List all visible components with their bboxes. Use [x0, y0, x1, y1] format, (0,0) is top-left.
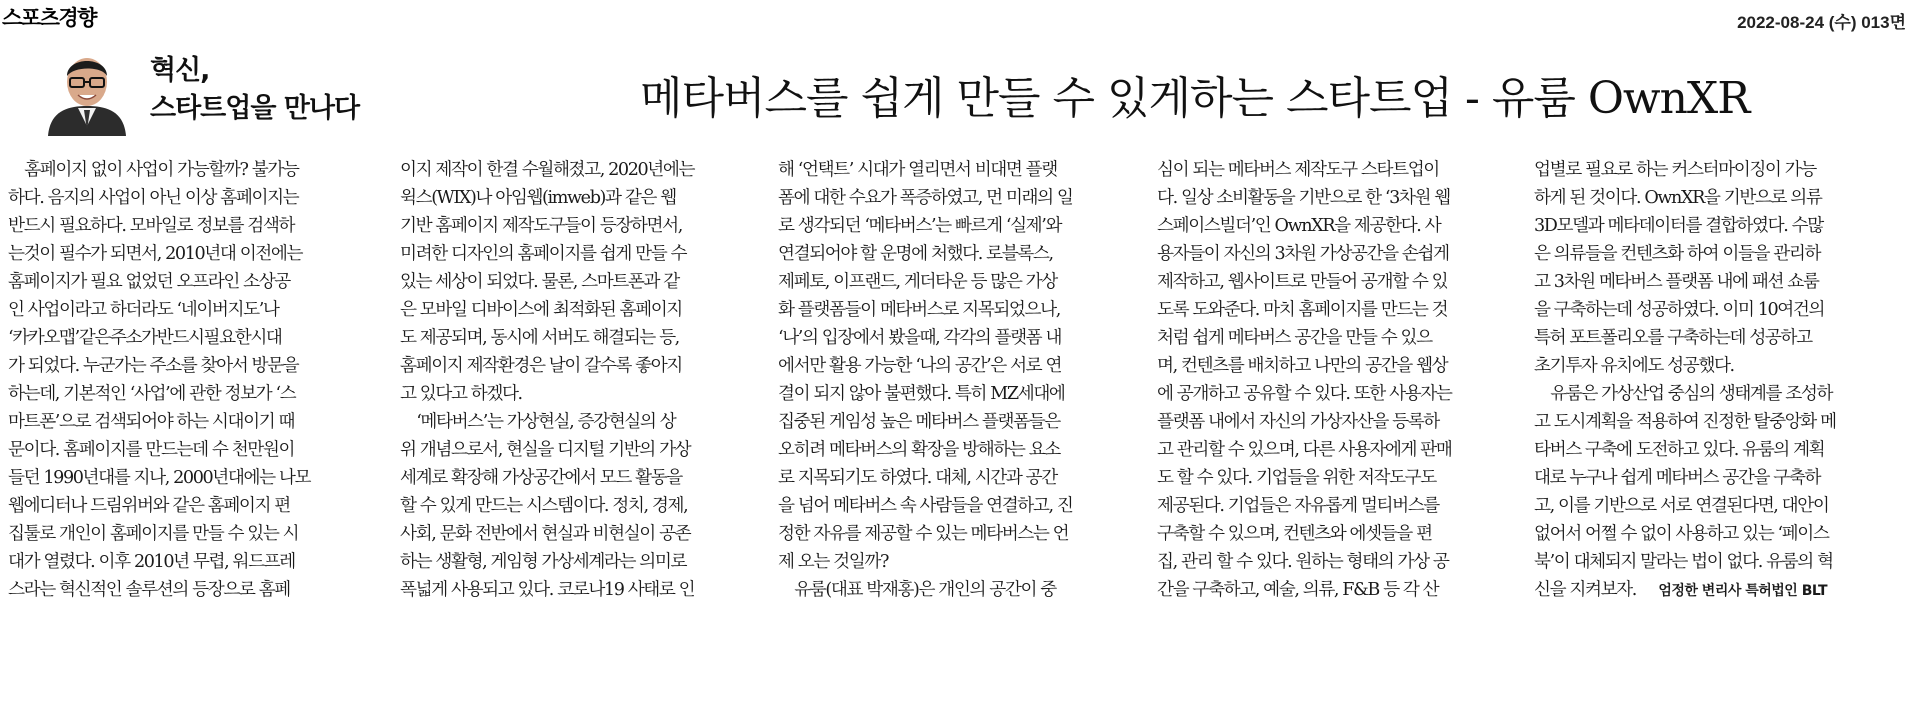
text-line: 홈페이지 제작환경은 날이 갈수록 좋아지 — [400, 356, 682, 376]
text-line: 할 수 있게 만드는 시스템이다. 정치, 경제, — [400, 496, 688, 516]
text-line: 대로 누구나 쉽게 메타버스 공간을 구축하 — [1534, 468, 1821, 488]
dateline: 2022-08-24 (수) 013면 — [1737, 13, 1906, 32]
text-line: 폭넓게 사용되고 있다. 코로나19 사태로 인 — [400, 580, 695, 600]
text-line: 초기투자 유치에도 성공했다. — [1534, 356, 1734, 376]
text-line: 인 사업이라고 하더라도 ‘네이버지도’나 — [8, 300, 279, 320]
text-line: 정한 자유를 제공할 수 있는 메타버스는 언 — [778, 524, 1069, 544]
text-line: 처럼 쉽게 메타버스 공간을 만들 수 있으 — [1157, 328, 1432, 348]
text-line: 고, 이를 기반으로 서로 연결된다면, 대안이 — [1534, 496, 1829, 516]
text-line: 이지 제작이 한결 수월해졌고, 2020년에는 — [400, 160, 695, 180]
text-line: 플랫폼 내에서 자신의 가상자산을 등록하 — [1157, 412, 1439, 432]
text-line: 고 관리할 수 있으며, 다른 사용자에게 판매 — [1157, 440, 1452, 460]
text-line: 북’이 대체되지 말라는 법이 없다. 유룸의 혁 — [1534, 552, 1833, 572]
text-line: 며, 컨텐츠를 배치하고 나만의 공간을 웹상 — [1157, 356, 1448, 376]
text-line: 하게 된 것이다. OwnXR을 기반으로 의류 — [1534, 188, 1822, 208]
text-line: 을 넘어 메타버스 속 사람들을 연결하고, 진 — [778, 496, 1073, 516]
text-line: 없어서 어쩔 수 없이 사용하고 있는 ‘페이스 — [1534, 524, 1829, 544]
text-line: 에 공개하고 공유할 수 있다. 또한 사용자는 — [1157, 384, 1452, 404]
text-line: 다. 일상 소비활동을 기반으로 한 ‘3차원 웹 — [1157, 188, 1450, 208]
text-line: 위 개념으로서, 현실을 디지털 기반의 가상 — [400, 440, 691, 460]
text-line: ‘메타버스’는 가상현실, 증강현실의 상 — [400, 412, 676, 432]
text-line: 집중된 게임성 높은 메타버스 플랫폼들은 — [778, 412, 1060, 432]
text-line: 오히려 메타버스의 확장을 방해하는 요소 — [778, 440, 1060, 460]
text-line: 화 플랫폼들이 메타버스로 지목되었으나, — [778, 300, 1060, 320]
text-line: 로 지목되기도 하였다. 대체, 시간과 공간 — [778, 468, 1057, 488]
text-line: 업별로 필요로 하는 커스터마이징이 가능 — [1534, 160, 1816, 180]
text-line: 있는 세상이 되었다. 물론, 스마트폰과 같 — [400, 272, 679, 292]
text-line: 스라는 혁신적인 솔루션의 등장으로 홈페 — [8, 580, 290, 600]
masthead: 스포츠경향 — [2, 6, 96, 30]
author-byline: 엄정한 변리사 특허법인 BLT — [1653, 583, 1828, 599]
text-line: 대가 열렸다. 이후 2010년 무렵, 워드프레 — [8, 552, 295, 572]
text-line: 미려한 디자인의 홈페이지를 쉽게 만들 수 — [400, 244, 687, 264]
text-line: 용자들이 자신의 3차원 가상공간을 손쉽게 — [1157, 244, 1449, 264]
text-line: 세계로 확장해 가상공간에서 모드 활동을 — [400, 468, 682, 488]
text-line: ‘카카오맵’같은주소가반드시필요한시대 — [8, 328, 282, 348]
column-2 — [400, 156, 760, 701]
text-line: 고 있다고 하겠다. — [400, 384, 522, 404]
text-line: 타버스 구축에 도전하고 있다. 유룸의 계획 — [1534, 440, 1825, 460]
text-line: 마트폰’으로 검색되어야 하는 시대이기 때 — [8, 412, 295, 432]
text-line: 집, 관리 할 수 있다. 원하는 형태의 가상 공 — [1157, 552, 1449, 572]
column-3 — [778, 156, 1138, 701]
text-line: 반드시 필요하다. 모바일로 정보를 검색하 — [8, 216, 295, 236]
text-line: 3D모델과 메타데이터를 결합하였다. 수많 — [1534, 216, 1823, 236]
text-line: 홈페이지가 필요 없었던 오프라인 소상공 — [8, 272, 290, 292]
text-line: 제작하고, 웹사이트로 만들어 공개할 수 있 — [1157, 272, 1448, 292]
text-line: 문이다. 홈페이지를 만드는데 수 천만원이 — [8, 440, 295, 460]
text-line: 을 구축하는데 성공하였다. 이미 10여건의 — [1534, 300, 1825, 320]
column-5 — [1534, 156, 1894, 701]
text-line: 심이 되는 메타버스 제작도구 스타트업이 — [1157, 160, 1439, 180]
text-line: 스페이스빌더’인 OwnXR을 제공한다. 사 — [1157, 216, 1441, 236]
text-line: 고 도시계획을 적용하여 진정한 탈중앙화 메 — [1534, 412, 1836, 432]
text-line: 로 생각되던 ‘메타버스’는 빠르게 ‘실제’와 — [778, 216, 1062, 236]
text-line: ‘나’의 입장에서 봤을때, 각각의 플랫폼 내 — [778, 328, 1062, 348]
text-line: 신을 지켜보자. 엄정한 변리사 특허법인 BLT — [1534, 580, 1828, 600]
column-4 — [1157, 156, 1517, 701]
text-line: 제페토, 이프랜드, 게더타운 등 많은 가상 — [778, 272, 1057, 292]
series-title — [150, 52, 359, 128]
text-line: 유룸(대표 박재홍)은 개인의 공간이 중 — [778, 580, 1056, 600]
text-line: 하는 생활형, 게임형 가상세계라는 의미로 — [400, 552, 687, 572]
text-line: 에서만 활용 가능한 ‘나의 공간’은 서로 연 — [778, 356, 1062, 376]
text-line: 제공된다. 기업들은 자유롭게 멀티버스를 — [1157, 496, 1439, 516]
text-line: 도록 도와준다. 마치 홈페이지를 만드는 것 — [1157, 300, 1448, 320]
text-line: 기반 홈페이지 제작도구들이 등장하면서, — [400, 216, 682, 236]
article-headline: 메타버스를 쉽게 만들 수 있게하는 스타트업 - 유룸 OwnXR — [640, 73, 1750, 124]
article-body — [0, 156, 1920, 701]
text-line: 폼에 대한 수요가 폭증하였고, 먼 미래의 일 — [778, 188, 1073, 208]
text-line: 해 ‘언택트’ 시대가 열리면서 비대면 플랫 — [778, 160, 1057, 180]
text-line: 가 되었다. 누군가는 주소를 찾아서 방문을 — [8, 356, 299, 376]
text-line: 제 오는 것일까? — [778, 552, 888, 572]
author-portrait — [40, 48, 134, 136]
text-line: 연결되어야 할 운명에 처했다. 로블록스, — [778, 244, 1053, 264]
text-line: 사회, 문화 전반에서 현실과 비현실이 공존 — [400, 524, 691, 544]
text-line: 은 모바일 디바이스에 최적화된 홈페이지 — [400, 300, 682, 320]
text-line: 는것이 필수가 되면서, 2010년대 이전에는 — [8, 244, 303, 264]
text-line: 구축할 수 있으며, 컨텐츠와 에셋들을 편 — [1157, 524, 1432, 544]
text-line: 윅스(WIX)나 아임웹(imweb)과 같은 웹 — [400, 188, 676, 208]
text-line: 웹에디터나 드림위버와 같은 홈페이지 편 — [8, 496, 290, 516]
text-line: 홈페이지 없이 사업이 가능할까? 불가능 — [8, 160, 299, 180]
series-title-line1: 혁신, — [150, 55, 210, 86]
text-line: 은 의류들을 컨텐츠화 하여 이들을 관리하 — [1534, 244, 1821, 264]
text-line: 들던 1990년대를 지나, 2000년대에는 나모 — [8, 468, 311, 488]
text-line: 도 할 수 있다. 기업들을 위한 저작도구도 — [1157, 468, 1436, 488]
text-line: 하다. 음지의 사업이 아닌 이상 홈페이지는 — [8, 188, 299, 208]
text-line: 결이 되지 않아 불편했다. 특히 MZ세대에 — [778, 384, 1065, 404]
text-line: 유룸은 가상산업 중심의 생태계를 조성하 — [1534, 384, 1833, 404]
text-line: 간을 구축하고, 예술, 의류, F&B 등 각 산 — [1157, 580, 1439, 600]
text-line: 도 제공되며, 동시에 서버도 해결되는 등, — [400, 328, 679, 348]
series-title-line2: 스타트업을 만나다 — [150, 93, 360, 124]
column-1 — [8, 156, 368, 701]
text-line: 하는데, 기본적인 ‘사업’에 관한 정보가 ‘스 — [8, 384, 296, 404]
text-line: 특허 포트폴리오를 구축하는데 성공하고 — [1534, 328, 1812, 348]
text-line: 고 3차원 메타버스 플랫폼 내에 패션 쇼룸 — [1534, 272, 1819, 292]
text-line: 집툴로 개인이 홈페이지를 만들 수 있는 시 — [8, 524, 299, 544]
